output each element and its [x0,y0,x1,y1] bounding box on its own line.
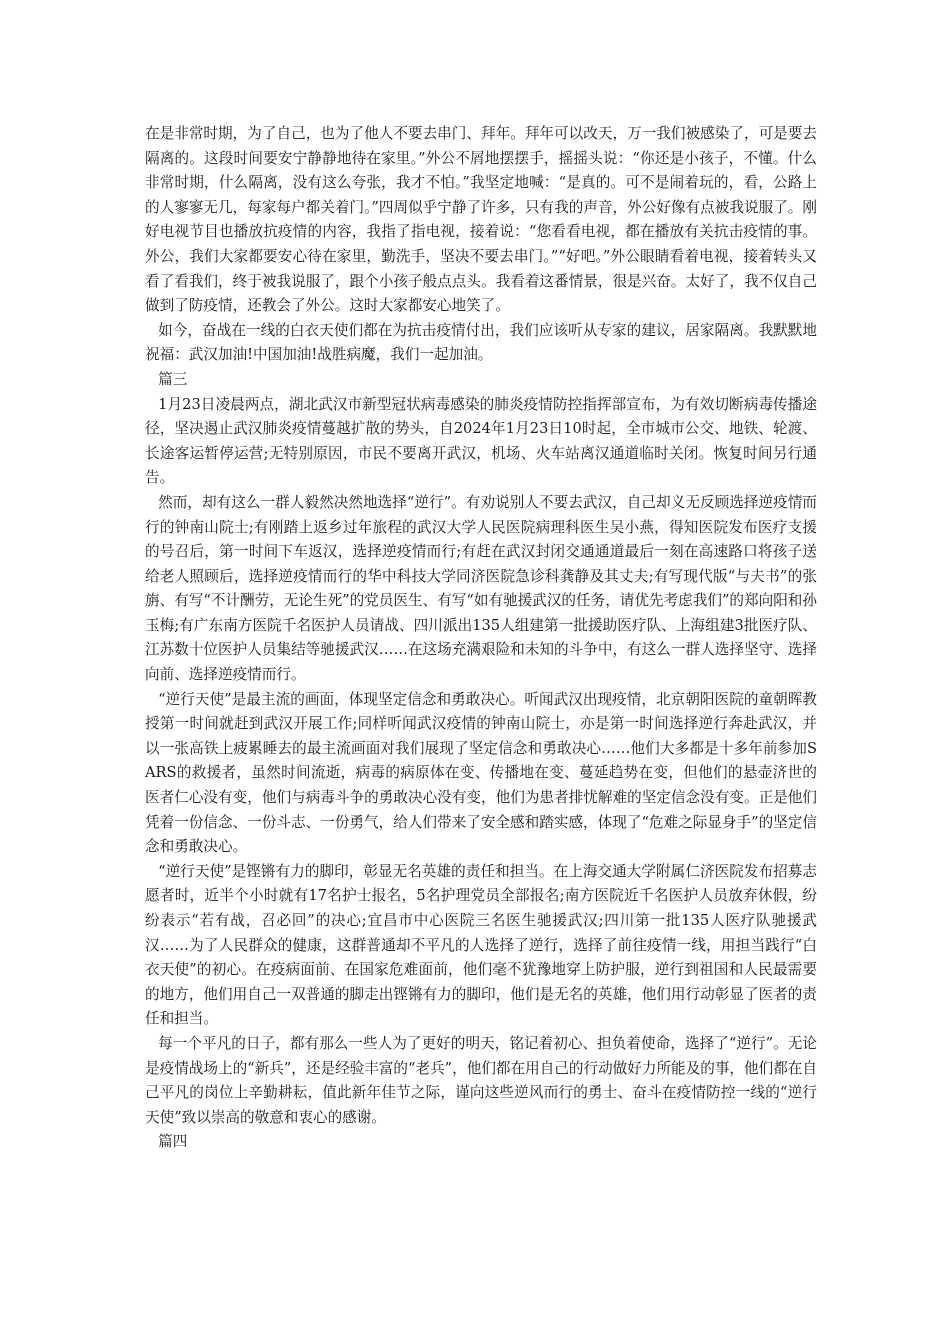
paragraph-5: “逆行天使”是最主流的画面，体现坚定信念和勇敢决心。听闻武汉出现疫情，北京朝阳医院的童朝晖教授第一时间就赶到武汉开展工作;同样听闻武汉疫情的钟南山院士，亦是第一时间选择逆行奔赴武汉，并以一张高铁上疲累睡去的最主流画面对我们展现了坚定信念和勇敢决心……他们大多都是十多年前参加SARS的救援者，虽然时间流逝，病毒的病原体在变、传播地在变、蔓延趋势在变，但他们的悬壶济世的医者仁心没有变，他们与病毒斗争的勇敢决心没有变，他们为患者排忧解难的坚定信念没有变。正是他们凭着一份信念、一份斗志、一份勇气，给人们带来了安全感和踏实感，体现了“危难之际显身手”的坚定信念和勇敢决心。 [145,690,817,856]
paragraph-4: 然而，却有这么一群人毅然决然地选择“逆行”。有劝说别人不要去武汉，自己却义无反顾选择逆疫情而行的钟南山院士;有刚踏上返乡过年旅程的武汉大学人民医院病理科医生吴小燕，得知医院发布医疗支援的号召后，第一时间下车返汉，选择逆疫情而行;有赶在武汉封闭交通通道最后一刻在高速路口将孩子送给老人照顾后，选择逆疫情而行的华中科技大学同济医院急诊科龚静及其丈夫;有写现代版“与夫书”的张旃、有写“不计酬劳，无论生死”的党员医生、有写“如有驰援武汉的任务，请优先考虑我们”的郑向阳和孙玉梅;有广东南方医院千名医护人员请战、四川派出135人组建第一批援助医疗队、上海组建3批医疗队、江苏数十位医护人员集结等驰援武汉……在这场充满艰险和未知的斗争中，有这么一群人选择坚守、选择向前、选择逆疫情而行。 [145,493,817,684]
paragraph-6: “逆行天使”是铿锵有力的脚印，彰显无名英雄的责任和担当。在上海交通大学附属仁济医院发布招募志愿者时，近半个小时就有17名护士报名，5名护理党员全部报名;南方医院近千名医护人员放弃休假，纷纷表示“若有战，召必回”的决心;宜昌市中心医院三名医生驰援武汉;四川第一批135人医疗队驰援武汉……为了人民群众的健康，这群普通却不平凡的人选择了逆行，选择了前往疫情一线，用担当践行“白衣天使”的初心。在疫病面前、在国家危难面前，他们毫不犹豫地穿上防护服，逆行到祖国和人民最需要的地方，他们用自己一双普通的脚走出铿锵有力的脚印，他们是无名的英雄，他们用行动彰显了医者的责任和担当。 [145,862,817,1028]
section-heading-3: 篇三 [158,370,188,388]
document-page [145,122,817,1155]
paragraph-7: 每一个平凡的日子，都有那么一些人为了更好的明天，铭记着初心、担负着使命，选择了“逆行”。无论是疫情战场上的“新兵”，还是经验丰富的“老兵”，他们都在用自己的行动做好力所能及的事，他们都在自己平凡的岗位上辛勤耕耘，值此新年佳节之际，谨向这些逆风而行的勇士、奋斗在疫情防控一线的“逆行天使”致以崇高的敬意和衷心的感谢。 [145,1034,817,1126]
paragraph-2: 如今，奋战在一线的白衣天使们都在为抗击疫情付出，我们应该听从专家的建议，居家隔离。我默默地祝福：武汉加油!中国加油!战胜病魔，我们一起加油。 [145,321,817,364]
paragraph-3: 1月23日凌晨两点，湖北武汉市新型冠状病毒感染的肺炎疫情防控指挥部宣布，为有效切断病毒传播途径，坚决遏止武汉肺炎疫情蔓越扩散的势头，自2024年1月23日10时起，全市城市公交、地铁、轮渡、长途客运暂停运营;无特别原因，市民不要离开武汉，机场、火车站离汉通道临时关闭。恢复时间另行通告。 [145,395,817,487]
paragraph-1: 在是非常时期，为了自己，也为了他人不要去串门、拜年。拜年可以改天，万一我们被感染了，可是要去隔离的。这段时间要安宁静静地待在家里。”外公不屑地摆摆手，摇摇头说：“你还是小孩子，不懂。什么非常时期，什么隔离，没有这么夸张，我才不怕。”我坚定地喊：“是真的。可不是闹着玩的，看，公路上的人寥寥无几，每家每户都关着门。”四周似乎宁静了许多，只有我的声音，外公好像有点被我说服了。刚好电视节目也播放抗疫情的内容，我指了指电视，接着说：“您看看电视，都在播放有关抗击疫情的事。外公，我们大家都要安心待在家里，勤洗手，坚决不要去串门。”“好吧。”外公眼睛看着电视，接着转头又看了看我们，终于被我说服了，跟个小孩子般点点头。我看着这番情景，很是兴奋。太好了，我不仅自己做到了防疫情，还教会了外公。这时大家都安心地笑了。 [145,125,817,315]
section-heading-4: 篇四 [158,1133,188,1151]
